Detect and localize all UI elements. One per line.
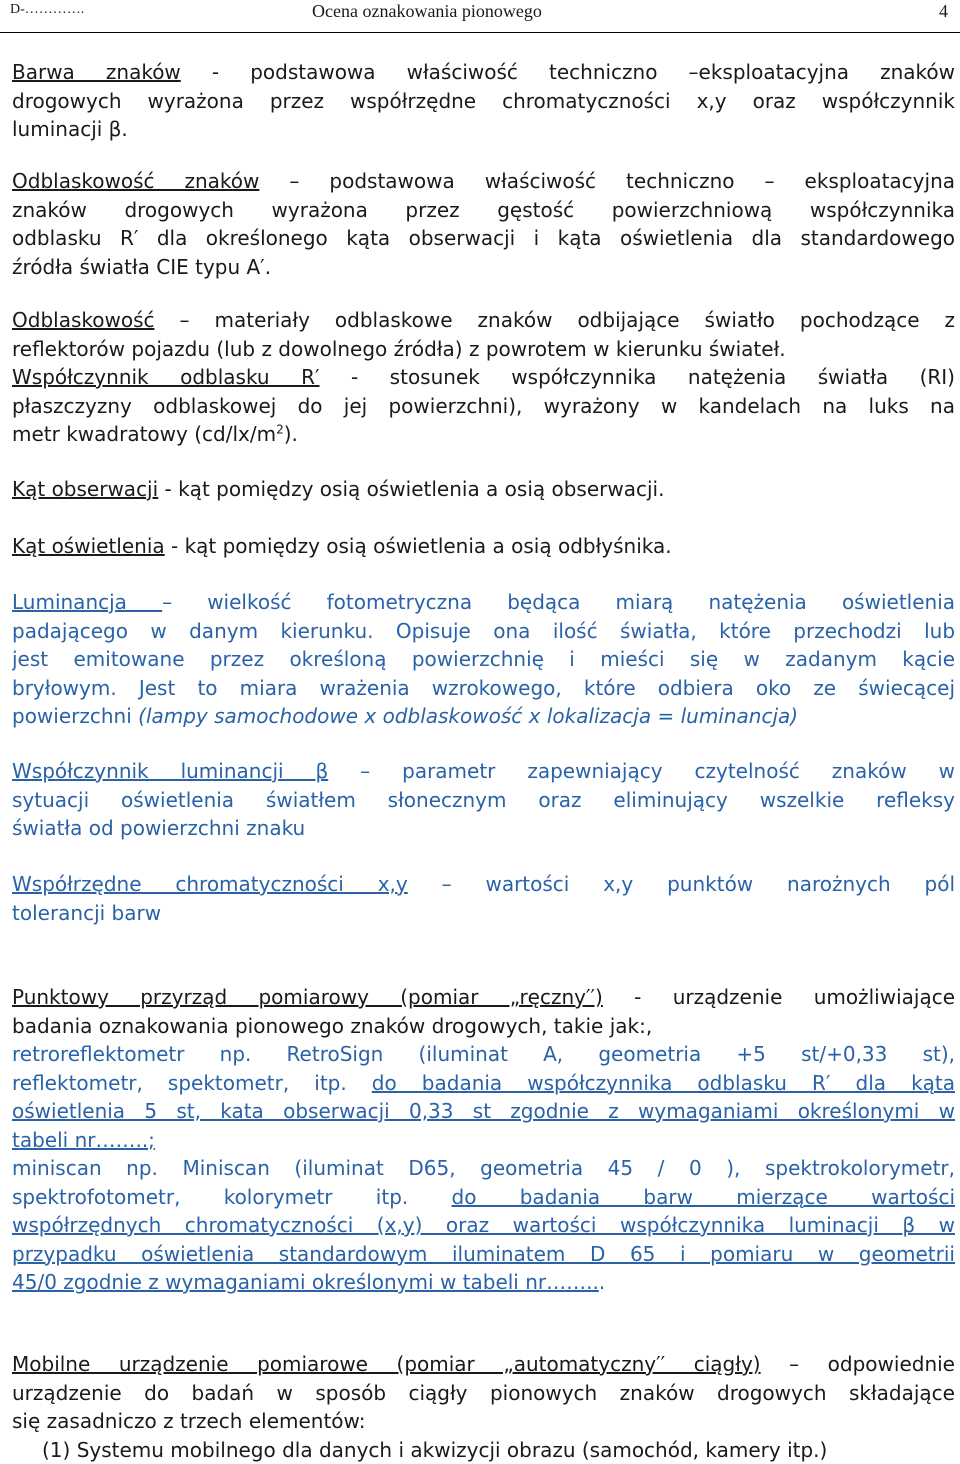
- term-kat-obserwacji: Kąt obserwacji: [12, 477, 158, 501]
- definition-odblaskowosc-znakow: Odblaskowość znaków – podstawowa właściwość techniczno – eksploatacyjna znaków drogowych wyrażona przez gęstość powierzchniową współczynnika odblasku R′ dla określonego kąta obserwacji i kąta oświetlenia dla standardowego źródła światła CIE typu A′.: [12, 167, 955, 281]
- definition-wspolrzedne-chromatycznosci: Współrzędne chromatyczności x,y – wartości x,y punktów narożnych pól tolerancji barw: [12, 870, 955, 927]
- term-luminancja: Luminancja: [12, 590, 162, 614]
- definition-mobilne-urzadzenie: Mobilne urządzenie pomiarowe (pomiar „automatyczny′′ ciągły) – odpowiednie urządzenie do badań w sposób ciągły pionowych znaków drogowych składające się zasadniczo z trzech elementów: (1) Systemu mobilnego dla danych i akwizycji obrazu (samochód, kamery itp.): [12, 1350, 955, 1464]
- header-title: Ocena oznakowania pionowego: [312, 1, 542, 22]
- definition-wspolczynnik-luminancji: Współczynnik luminancji β – parametr zapewniający czytelność znaków w sytuacji oświetlenia światłem słonecznym oraz eliminujący wszelkie refleksy światła od powierzchni znaku: [12, 757, 955, 843]
- term-punktowy-przyrzad: Punktowy przyrząd pomiarowy (pomiar „ręczny′′): [12, 985, 603, 1009]
- definition-punktowy-przyrzad: Punktowy przyrząd pomiarowy (pomiar „ręczny′′) - urządzenie umożliwiające badania oznakowania pionowego znaków drogowych, takie jak:, retroreflektometr np. RetroSign (iluminat A, geometria +5 st/+0,33 st), reflektometr, spektometr, itp. do badania współczynnika odblasku R′ dla kąta oświetlenia 5 st, kata obserwacji 0,33 st zgodnie z wymaganiami określonymi w tabeli nr……..; miniscan np. Miniscan (iluminat D65, geometria 45 / 0 ), spektrokolorymetr, spektrofotometr, kolorymetr itp. do badania barw mierzące wartości współrzędnych chromatyczności (x,y) oraz wartości współczynnika luminacji β w przypadku oświetlenia standardowym iluminatem D 65 i pomiaru w geometrii 45/0 zgodnie z wymaganiami określonymi w tabeli nr……...: [12, 983, 955, 1297]
- document-code: D-………….: [10, 2, 84, 18]
- definition-luminancja: Luminancja – wielkość fotometryczna będąca miarą natężenia oświetlenia padającego w danym kierunku. Opisuje ona ilość światła, które przechodzi lub jest emitowane przez określoną powierzchnię i mieści się w zadanym kącie bryłowym. Jest to miara wrażenia wzrokowego, które odbiera oko ze świecącej powierzchni (lampy samochodowe x odblaskowość x lokalizacja = luminancja): [12, 588, 955, 731]
- term-odblaskowosc-znakow: Odblaskowość znaków: [12, 169, 259, 193]
- definition-kat-obserwacji: Kąt obserwacji - kąt pomiędzy osią oświetlenia a osią obserwacji.: [12, 475, 955, 504]
- page-number: 4: [939, 1, 948, 22]
- definition-kat-oswietlenia: Kąt oświetlenia - kąt pomiędzy osią oświetlenia a osią odbłyśnika.: [12, 532, 955, 561]
- page-header: [0, 0, 960, 33]
- definition-odblaskowosc: Odblaskowość – materiały odblaskowe znaków odbijające światło pochodzące z reflektorów pojazdu (lub z dowolnego źródła) z powrotem w kierunku świateł.: [12, 306, 955, 363]
- term-wspolrzedne-chromatycznosci: Współrzędne chromatyczności x,y: [12, 872, 408, 896]
- term-mobilne-urzadzenie: Mobilne urządzenie pomiarowe (pomiar „automatyczny′′ ciągły): [12, 1352, 761, 1376]
- term-wspolczynnik-luminancji: Współczynnik luminancji β: [12, 759, 328, 783]
- term-kat-oswietlenia: Kąt oświetlenia: [12, 534, 165, 558]
- term-barwa-znakow: Barwa znaków: [12, 60, 181, 84]
- term-odblaskowosc: Odblaskowość: [12, 308, 154, 332]
- term-wspolczynnik-odblasku: Współczynnik odblasku R′: [12, 365, 320, 389]
- list-item: (1) Systemu mobilnego dla danych i akwizycji obrazu (samochód, kamery itp.): [12, 1436, 955, 1464]
- definition-wspolczynnik-odblasku: Współczynnik odblasku R′ - stosunek współczynnika natężenia światła (RI) płaszczyzny odblaskowej do jej powierzchni), wyrażony w kandelach na luks na metr kwadratowy $(cd/lx/m^2)$.: [12, 363, 955, 449]
- definition-barwa-znakow: Barwa znaków - podstawowa właściwość techniczno –eksploatacyjna znaków drogowych wyrażona przez współrzędne chromatyczności x,y oraz współczynnik luminacji β.: [12, 58, 955, 144]
